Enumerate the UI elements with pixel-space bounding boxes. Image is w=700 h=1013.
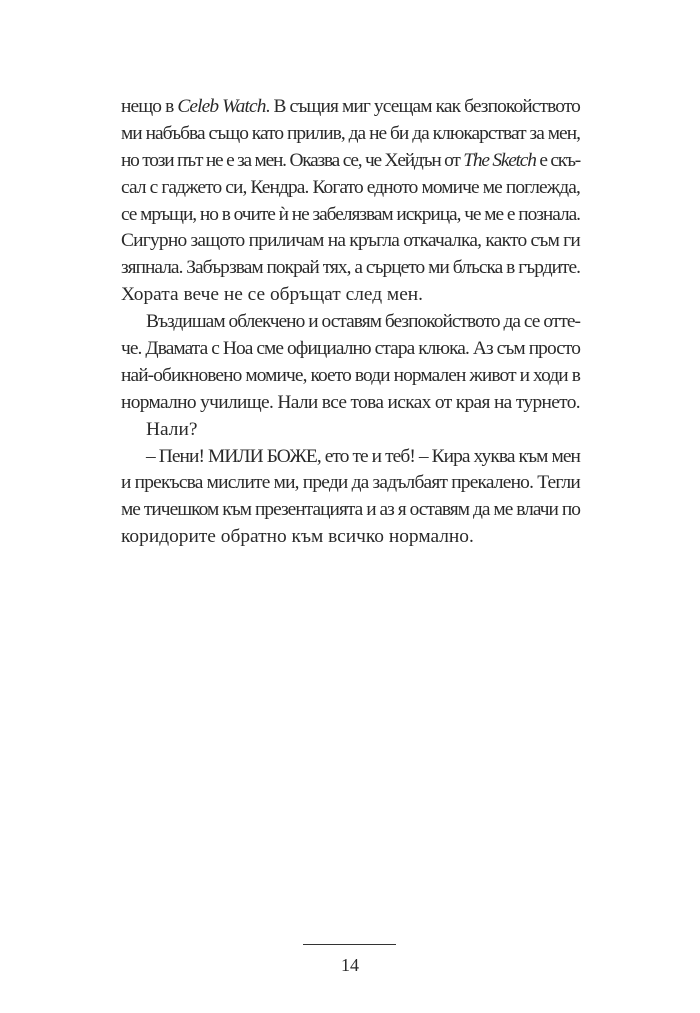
text-line (121, 228, 580, 255)
text-segment: . В същия миг усещам как безпокойството (265, 96, 580, 117)
text-line (121, 282, 580, 309)
text-line (121, 175, 580, 202)
text-segment: се мръщи, но в очите ѝ не забелязвам искрица, че ме е познала. (121, 203, 580, 225)
body-text (121, 94, 580, 551)
text-segment: Въздишам облекчено и оставям безпокойството да се отте- (146, 311, 580, 333)
text-line (121, 309, 580, 336)
text-segment: че. Двамата с Ноа сме официално стара клюка. Аз съм просто (121, 338, 580, 360)
text-line (121, 363, 580, 390)
text-line (121, 148, 580, 175)
text-segment: Нали? (146, 418, 198, 440)
italic-title: The Sketch (463, 149, 536, 171)
text-line (121, 336, 580, 363)
page-number: 14 (341, 955, 359, 975)
text-segment: Хората вече не се обръщат след мен. (121, 284, 424, 306)
text-line (121, 255, 580, 282)
text-line (121, 444, 580, 471)
footer-rule (303, 944, 396, 945)
text-line (121, 390, 580, 417)
text-line (121, 470, 580, 497)
text-segment: но този път не е за мен. Оказва се, че Хейдън от (121, 149, 464, 171)
text-segment: зяпнала. Забързвам покрай тях, а сърцето ми блъска в гърдите. (121, 257, 580, 279)
text-segment: нормално училище. Нали все това исках от края на турнето. (121, 391, 580, 413)
text-line (121, 417, 580, 444)
text-segment: е скъ- (535, 149, 581, 171)
text-segment: коридорите обратно към всичко нормално. (121, 526, 474, 548)
text-segment: най-обикновено момиче, което води нормален живот и ходи в (121, 364, 580, 386)
text-line (121, 497, 580, 524)
italic-title: Celeb Watch (177, 96, 266, 117)
text-segment: сал с гаджето си, Кендра. Когато едното момиче ме поглежда, (121, 176, 580, 198)
text-line (121, 202, 580, 229)
text-segment: и прекъсва мислите ми, преди да задълбаят прекалено. Тегли (121, 472, 580, 494)
text-segment: – Пени! МИЛИ БОЖЕ, ето те и теб! – Кира хуква към мен (146, 445, 580, 467)
text-segment: Сигурно защото приличам на кръгла откачалка, както съм ги (121, 230, 580, 252)
text-segment: ми набъбва също като прилив, да не би да клюкарстват за мен, (121, 122, 580, 144)
text-line (121, 524, 580, 551)
text-line (121, 121, 580, 148)
text-segment: ме тичешком към презентацията и аз я оставям да ме влачи по (121, 499, 580, 521)
text-line (121, 94, 580, 121)
text-segment: нещо в (121, 96, 178, 117)
